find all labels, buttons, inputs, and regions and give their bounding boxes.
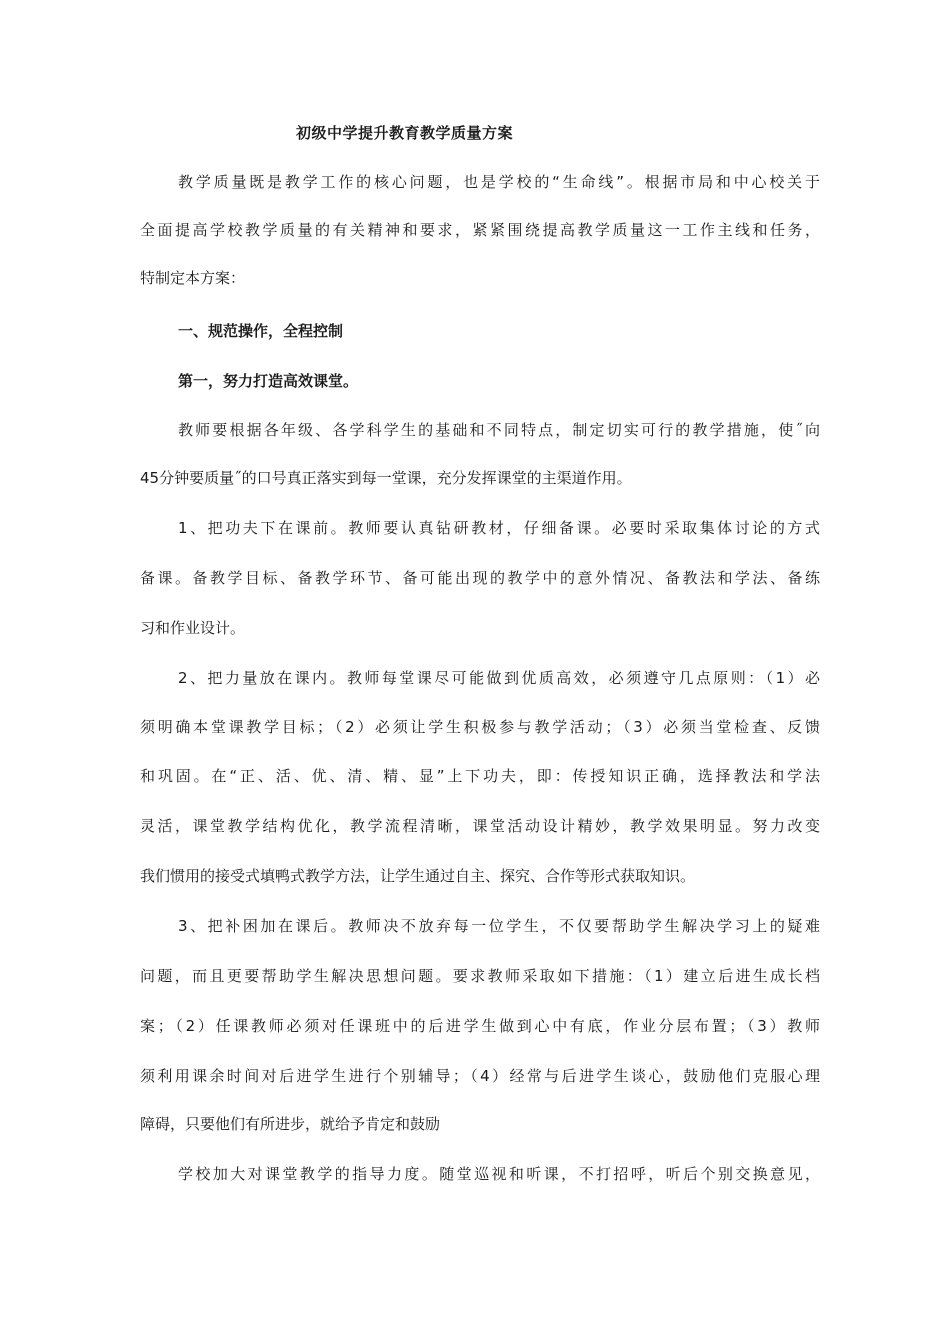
list-item-1-line: 习和作业设计。 (140, 619, 246, 637)
list-item-1-line: 1、把功夫下在课前。教师要认真钻研教材，仔细备课。必要时采取集体讨论的方式 (178, 519, 820, 537)
list-item-2-line: 和巩固。在“正、活、优、清、精、显”上下功夫，即：传授知识正确，选择教法和学法 (140, 767, 820, 785)
intro-line-3: 特制定本方案： (140, 269, 246, 287)
list-item-3-line: 障碍，只要他们有所进步，就给予肯定和鼓励 (140, 1115, 441, 1133)
list-item-3-line: 问题，而且更要帮助学生解决思想问题。要求教师采取如下措施：（1）建立后进生成长档 (140, 967, 820, 985)
list-item-2-line: 2、把力量放在课内。教师每堂课尽可能做到优质高效，必须遵守几点原则：（1）必 (178, 669, 820, 687)
list-item-2-line: 须明确本堂课教学目标；（2）必须让学生积极参与教学活动；（3）必须当堂检查、反馈 (140, 718, 820, 736)
intro-line-2: 全面提高学校教学质量的有关精神和要求，紧紧围绕提高教学质量这一工作主线和任务， (140, 221, 820, 239)
intro-line-1: 教学质量既是教学工作的核心问题，也是学校的“生命线”。根据市局和中心校关于 (178, 173, 820, 191)
paragraph-line: 45分钟要质量˝的口号真正落实到每一堂课，充分发挥课堂的主渠道作用。 (140, 469, 632, 487)
paragraph-line: 学校加大对课堂教学的指导力度。随堂巡视和听课，不打招呼，听后个别交换意见， (178, 1165, 820, 1183)
paragraph-line: 教师要根据各年级、各学科学生的基础和不同特点，制定切实可行的教学措施，使˝向 (178, 421, 820, 439)
list-item-3-line: 案；（2）任课教师必须对任课班中的后进学生做到心中有底，作业分层布置；（3）教师 (140, 1017, 820, 1035)
list-item-1-line: 备课。备教学目标、备教学环节、备可能出现的教学中的意外情况、备教法和学法、备练 (140, 569, 820, 587)
subsection-heading: 第一，努力打造高效课堂。 (178, 372, 359, 390)
list-item-3-line: 须利用课余时间对后进学生进行个别辅导；（4）经常与后进学生谈心，鼓励他们克服心理 (140, 1067, 820, 1085)
list-item-3-line: 3、把补困加在课后。教师决不放弃每一位学生，不仅要帮助学生解决学习上的疑难 (178, 917, 820, 935)
list-item-2-line: 灵活，课堂教学结构优化，教学流程清晰，课堂活动设计精妙，教学效果明显。努力改变 (140, 817, 820, 835)
list-item-2-line: 我们惯用的接受式填鸭式教学方法，让学生通过自主、探究、合作等形式获取知识。 (140, 867, 696, 885)
document-title: 初级中学提升教育教学质量方案 (296, 124, 514, 142)
section-heading: 一、规范操作，全程控制 (178, 322, 344, 340)
